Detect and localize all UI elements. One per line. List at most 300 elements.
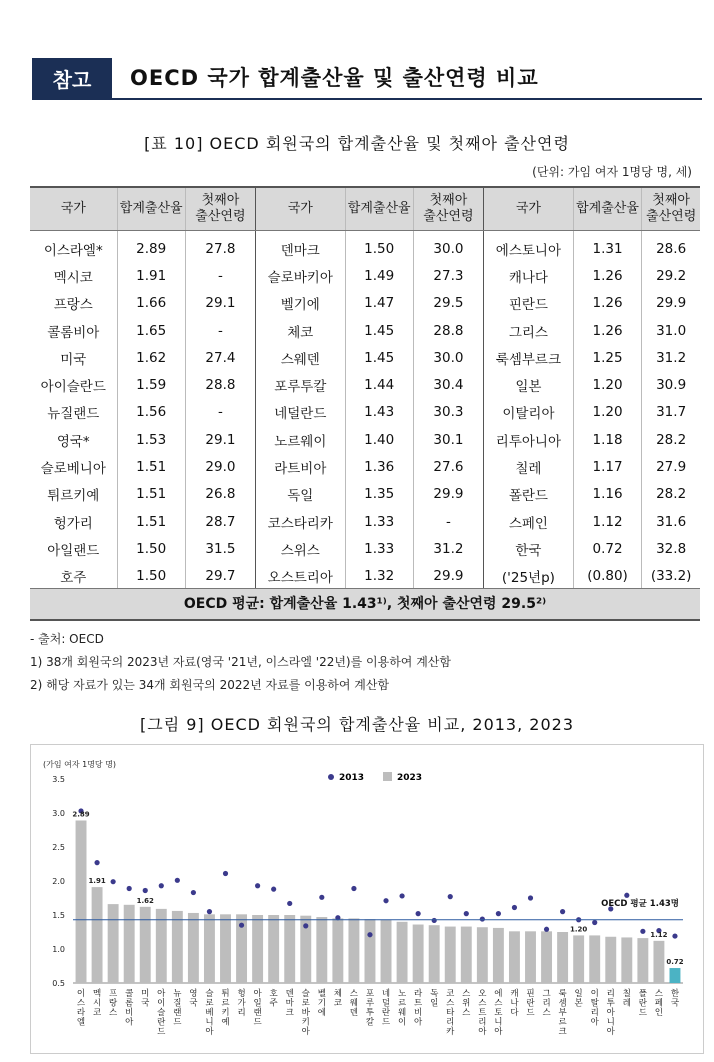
x-tick-label: 아 — [590, 1017, 599, 1028]
x-tick-label: 일 — [253, 998, 262, 1009]
table-row — [30, 399, 700, 426]
table-row — [30, 290, 700, 317]
x-tick-label: 시 — [92, 998, 102, 1009]
table-cell: 30.9 — [656, 377, 687, 394]
table-row — [30, 508, 700, 535]
column-header: 첫째아 출산연령 — [413, 187, 483, 231]
table-cell: 28.2 — [656, 431, 687, 448]
bar-2023 — [316, 917, 327, 983]
bar-2023 — [172, 911, 183, 983]
y-axis-label: (가임 여자 1명당 명) — [43, 760, 117, 769]
x-tick-label: 영 — [189, 989, 198, 999]
bar-2023 — [557, 932, 568, 983]
x-tick-label: 롬 — [125, 998, 134, 1009]
x-tick-label: 국 — [141, 998, 150, 1009]
data-label: 1.20 — [570, 925, 588, 934]
x-tick-label: 노 — [397, 989, 407, 999]
bar-2023 — [589, 935, 600, 983]
table-cell: - — [185, 262, 255, 289]
bar-2023 — [493, 928, 504, 983]
table-cell: 일본 — [484, 371, 574, 398]
table-cell: 1.33 — [345, 508, 413, 535]
x-tick-label: 나 — [510, 998, 519, 1009]
table-cell: 캐나다 — [484, 262, 574, 289]
legend-label-2013: 2013 — [339, 773, 365, 783]
table-cell: 29.5 — [413, 290, 483, 317]
column-header: 국가 — [30, 187, 117, 231]
bar-2023 — [332, 918, 343, 983]
y-tick-label: 3.5 — [52, 775, 65, 784]
table-row — [30, 231, 700, 263]
table-cell: 노르웨이 — [256, 426, 346, 453]
table-cell: - — [185, 399, 255, 426]
table-cell: 1.20 — [573, 399, 641, 426]
table-cell: 스웨덴 — [256, 344, 346, 371]
table-cell: 덴마크 — [256, 231, 346, 263]
table-cell: 프랑스 — [30, 290, 117, 317]
table-cell: 1.91 — [117, 262, 185, 289]
x-tick-label: 카 — [446, 1027, 455, 1037]
note-1: 1) 38개 회원국의 2023년 자료(영국 '21년, 이스라엘 '22년)를 이용하여 계산함 — [30, 655, 451, 669]
dot-2013 — [560, 909, 565, 914]
bar-2023 — [108, 904, 119, 983]
bar-2023 — [76, 820, 87, 983]
table-cell: 1.35 — [345, 481, 413, 508]
table-cell: 슬로베니아 — [30, 453, 117, 480]
x-tick-label: 스 — [462, 989, 471, 999]
dot-2013 — [223, 871, 228, 876]
dot-2013 — [672, 933, 677, 938]
table-cell: 1.18 — [573, 426, 641, 453]
dot-2013 — [416, 911, 421, 916]
table-cell: 1.26 — [573, 317, 641, 344]
table-cell: ('25년p) — [484, 563, 574, 590]
dot-2013 — [544, 927, 549, 932]
bar-2023 — [348, 918, 359, 983]
x-tick-label: 아 — [157, 989, 166, 999]
x-tick-label: 니 — [494, 1017, 503, 1028]
x-tick-label: 그 — [542, 989, 551, 999]
table-cell: 1.45 — [345, 317, 413, 344]
x-tick-label: 레 — [622, 998, 631, 1009]
table-cell: 뉴질랜드 — [30, 399, 117, 426]
table-cell: 1.44 — [345, 371, 413, 398]
dot-2013 — [448, 894, 453, 899]
x-tick-label: 크 — [285, 1008, 294, 1018]
x-tick-label: 탈 — [590, 998, 599, 1009]
x-tick-label: 스 — [494, 998, 503, 1009]
x-tick-label: 랑 — [109, 998, 118, 1009]
x-tick-label: 트 — [414, 998, 423, 1009]
x-tick-label: 칠 — [622, 989, 631, 999]
x-tick-label: 르 — [397, 998, 407, 1009]
table-cell: 이탈리아 — [484, 399, 574, 426]
x-tick-label: 아 — [494, 1027, 503, 1037]
bar-2023 — [477, 927, 488, 983]
x-tick-label: 주 — [269, 998, 278, 1009]
table-cell: 1.32 — [345, 563, 413, 590]
x-tick-label: 칼 — [365, 1017, 375, 1028]
y-tick-label: 1.0 — [52, 945, 65, 954]
table-cell: (33.2) — [650, 568, 692, 585]
x-tick-label: 스 — [462, 1008, 471, 1018]
x-tick-label: 랜 — [253, 1008, 262, 1018]
table-cell: 핀란드 — [484, 290, 574, 317]
x-tick-label: 아 — [125, 1017, 134, 1028]
table-cell: 호주 — [30, 563, 117, 590]
column-header: 국가 — [484, 187, 574, 231]
bar-2023 — [621, 937, 632, 983]
bar-2023 — [92, 887, 103, 983]
table-cell: 1.49 — [345, 262, 413, 289]
table-notes — [30, 628, 451, 697]
fertility-chart — [31, 745, 703, 1053]
dot-2013 — [367, 932, 372, 937]
x-tick-label: 페 — [654, 998, 664, 1009]
x-tick-label: 리 — [542, 998, 551, 1009]
data-label: 2.89 — [72, 810, 90, 819]
table-cell: 콜롬비아 — [30, 317, 117, 344]
x-tick-label: 일 — [430, 998, 439, 1009]
table-cell: 29.9 — [413, 481, 483, 508]
x-tick-label: 아 — [606, 1008, 615, 1018]
table-cell: 1.20 — [573, 371, 641, 398]
x-tick-label: 크 — [558, 1027, 567, 1037]
table-cell: 28.6 — [656, 240, 687, 257]
table-cell: 29.7 — [185, 563, 255, 590]
bar-2023 — [573, 935, 584, 983]
x-tick-label: 니 — [205, 1017, 214, 1028]
x-tick-label: 로 — [205, 998, 214, 1009]
x-tick-label: 덴 — [349, 1008, 359, 1018]
y-tick-label: 0.5 — [52, 979, 65, 988]
x-tick-label: 셈 — [558, 998, 567, 1009]
table-cell: 1.51 — [117, 481, 185, 508]
table-cell: 1.66 — [117, 290, 185, 317]
table-cell: 오스트리아 — [256, 563, 346, 590]
dot-2013 — [239, 923, 244, 928]
note-2: 2) 해당 자료가 있는 34개 회원국의 2022년 자료를 이용하여 계산함 — [30, 678, 390, 692]
x-tick-label: 뉴 — [173, 989, 182, 999]
table-cell: - — [185, 317, 255, 344]
bar-2023 — [509, 931, 520, 983]
dot-2013 — [640, 929, 645, 934]
table-cell: 1.59 — [117, 371, 185, 398]
legend-marker-2023 — [383, 772, 392, 781]
bar-2023 — [653, 941, 664, 983]
bar-2023 — [445, 927, 456, 983]
table-cell: 29.1 — [185, 426, 255, 453]
x-tick-label: 아 — [478, 1027, 487, 1037]
table-cell: 29.1 — [185, 290, 255, 317]
x-tick-label: 아 — [253, 989, 262, 999]
table-cell: 30.4 — [413, 371, 483, 398]
table-cell: 이스라엘* — [30, 231, 117, 263]
table-cell: 슬로바키아 — [256, 262, 346, 289]
x-tick-label: 드 — [157, 1027, 166, 1037]
x-tick-label: 콜 — [125, 989, 134, 999]
bar-2023 — [268, 915, 279, 983]
data-label: 0.72 — [666, 958, 684, 967]
x-tick-label: 투 — [365, 1008, 375, 1018]
table-cell: 네덜란드 — [256, 399, 346, 426]
table-row — [30, 426, 700, 453]
x-tick-label: 핀 — [526, 989, 535, 999]
table-row — [30, 481, 700, 508]
table-cell: 1.33 — [345, 535, 413, 562]
x-tick-label: 니 — [606, 1017, 615, 1028]
table-cell: 1.25 — [573, 344, 641, 371]
dot-2013 — [143, 888, 148, 893]
x-tick-label: 룩 — [558, 989, 567, 999]
dot-2013 — [159, 883, 164, 888]
table-cell: 31.2 — [413, 535, 483, 562]
bar-2023 — [637, 938, 648, 983]
y-tick-label: 2.0 — [52, 877, 65, 886]
table-cell: 에스토니아 — [484, 231, 574, 263]
data-label: 1.12 — [650, 930, 668, 939]
bar-2023 — [124, 905, 135, 983]
x-tick-label: 위 — [462, 998, 471, 1009]
x-tick-label: 에 — [317, 1008, 326, 1018]
dot-2013 — [271, 887, 276, 892]
table-cell: 1.26 — [573, 262, 641, 289]
x-tick-label: 에 — [494, 989, 503, 999]
data-label: 1.62 — [136, 896, 154, 905]
x-tick-label: 엘 — [76, 1017, 86, 1028]
x-tick-label: 덴 — [285, 989, 294, 999]
x-tick-label: 독 — [430, 989, 439, 999]
bar-2023 — [541, 931, 552, 983]
table-row — [30, 317, 700, 344]
y-tick-label: 3.0 — [52, 809, 65, 818]
table-cell: 31.2 — [656, 349, 687, 366]
x-tick-label: 비 — [125, 1008, 134, 1018]
x-tick-label: 국 — [670, 998, 680, 1009]
x-tick-label: 슬 — [301, 989, 310, 999]
dot-2013 — [351, 886, 356, 891]
table-cell: 1.31 — [573, 231, 641, 263]
table-cell: 29.9 — [656, 295, 687, 312]
table-cell: 31.7 — [656, 404, 687, 421]
x-tick-label: 라 — [76, 1008, 86, 1018]
table-cell: 한국 — [484, 535, 574, 562]
table-cell: 28.7 — [185, 508, 255, 535]
x-tick-label: 다 — [510, 1008, 519, 1018]
x-tick-label: 로 — [301, 998, 310, 1009]
dot-2013 — [191, 890, 196, 895]
x-tick-label: 드 — [173, 1017, 182, 1028]
column-header: 합계출산율 — [345, 187, 413, 231]
x-tick-label: 포 — [365, 989, 375, 999]
x-tick-label: 란 — [157, 1017, 166, 1028]
table-cell: 27.4 — [185, 344, 255, 371]
x-tick-label: 란 — [638, 998, 647, 1009]
dot-2013 — [624, 893, 629, 898]
column-header: 합계출산율 — [117, 187, 185, 231]
dot-2013 — [303, 923, 308, 928]
x-tick-label: 웨 — [349, 998, 359, 1009]
x-tick-label: 라 — [414, 989, 423, 999]
x-tick-label: 베 — [205, 1008, 214, 1018]
table-cell: 26.8 — [185, 481, 255, 508]
table-cell: 1.45 — [345, 344, 413, 371]
table-cell: 1.65 — [117, 317, 185, 344]
x-tick-label: 본 — [574, 998, 583, 1009]
table-cell: 27.9 — [656, 459, 687, 476]
x-tick-label: 기 — [317, 998, 326, 1009]
table-cell: 31.6 — [656, 513, 687, 530]
x-tick-label: 폴 — [638, 989, 647, 999]
table-row — [30, 563, 700, 590]
table-cell: 29.9 — [413, 563, 483, 590]
data-label: 1.91 — [88, 877, 106, 886]
x-tick-label: 가 — [237, 998, 246, 1009]
x-tick-label: 질 — [173, 998, 182, 1009]
column-header: 국가 — [256, 187, 346, 231]
dot-2013 — [94, 860, 99, 865]
table-unit: (단위: 가임 여자 1명당 명, 세) — [532, 165, 692, 179]
x-tick-label: 스 — [654, 989, 664, 999]
x-tick-label: 호 — [269, 989, 278, 999]
table-cell: 1.17 — [573, 453, 641, 480]
x-tick-label: 인 — [654, 1008, 664, 1018]
table-cell: 27.3 — [413, 262, 483, 289]
x-tick-label: 루 — [365, 998, 375, 1009]
table-row — [30, 535, 700, 562]
section-header — [32, 58, 700, 100]
bar-2023 — [284, 915, 295, 983]
table-row — [30, 453, 700, 480]
bar-2023 — [670, 968, 681, 983]
x-tick-label: 미 — [141, 989, 150, 999]
x-tick-label: 멕 — [92, 989, 102, 999]
table-cell: 32.8 — [656, 540, 687, 557]
bar-2023 — [204, 914, 215, 983]
x-tick-label: 르 — [558, 1017, 567, 1028]
x-tick-label: 랜 — [173, 1008, 182, 1018]
table-cell: 27.8 — [185, 231, 255, 263]
figure-caption: [그림 9] OECD 회원국의 합계출산율 비교, 2013, 2023 — [140, 715, 574, 734]
table-cell: 1.51 — [117, 453, 185, 480]
table-row — [30, 344, 700, 371]
dot-2013 — [512, 905, 517, 910]
table-cell: 독일 — [256, 481, 346, 508]
y-tick-label: 1.5 — [52, 911, 65, 920]
x-tick-label: 일 — [574, 989, 583, 999]
table-row — [30, 371, 700, 398]
table-cell: 0.72 — [573, 535, 641, 562]
dot-2013 — [175, 878, 180, 883]
table-cell: 1.26 — [573, 290, 641, 317]
table-cell: 1.53 — [117, 426, 185, 453]
x-tick-label: 이 — [397, 1017, 407, 1028]
table-cell: 1.62 — [117, 344, 185, 371]
x-tick-label: 아 — [414, 1017, 423, 1028]
x-tick-label: 란 — [381, 1008, 391, 1018]
fertility-table — [30, 186, 700, 590]
oecd-average-row: OECD 평균: 합계출산율 1.43¹⁾, 첫째아 출산연령 29.5²⁾ — [30, 588, 700, 621]
table-cell: 미국 — [30, 344, 117, 371]
table-cell: 29.2 — [656, 267, 687, 284]
table-cell: (0.80) — [573, 563, 641, 590]
table-cell: 31.0 — [656, 322, 687, 339]
x-tick-label: 트 — [478, 1008, 487, 1018]
dot-2013 — [432, 918, 437, 923]
x-tick-label: 드 — [381, 1017, 391, 1028]
table-cell: 30.3 — [413, 399, 483, 426]
bar-2023 — [429, 925, 440, 983]
chart-container — [30, 744, 704, 1054]
x-tick-label: 벨 — [317, 989, 326, 999]
dot-2013 — [319, 895, 324, 900]
dot-2013 — [383, 898, 388, 903]
dot-2013 — [127, 886, 132, 891]
dot-2013 — [255, 883, 260, 888]
x-tick-label: 키 — [221, 1008, 230, 1018]
bar-2023 — [381, 920, 392, 983]
table-cell: 포루투칼 — [256, 371, 346, 398]
table-cell: 리투아니아 — [484, 426, 574, 453]
x-tick-label: 스 — [76, 998, 86, 1009]
dot-2013 — [464, 911, 469, 916]
bar-2023 — [525, 931, 536, 983]
table-cell: 27.6 — [413, 453, 483, 480]
x-tick-label: 코 — [446, 989, 455, 999]
x-tick-label: 리 — [446, 1017, 455, 1028]
x-tick-label: 코 — [333, 998, 342, 1009]
column-header: 첫째아 출산연령 — [642, 187, 700, 231]
x-tick-label: 이 — [76, 989, 86, 999]
x-tick-label: 토 — [494, 1008, 503, 1018]
x-tick-label: 예 — [221, 1017, 230, 1028]
note-source: - 출처: OECD — [30, 632, 104, 646]
x-tick-label: 슬 — [205, 989, 214, 999]
table-cell: 라트비아 — [256, 453, 346, 480]
table-cell: 영국* — [30, 426, 117, 453]
table-cell: 1.43 — [345, 399, 413, 426]
x-tick-label: 아 — [301, 1027, 310, 1037]
table-cell: 28.2 — [656, 486, 687, 503]
table-cell: 31.5 — [185, 535, 255, 562]
dot-2013 — [111, 879, 116, 884]
x-tick-label: 드 — [526, 1008, 535, 1018]
x-tick-label: 한 — [670, 989, 680, 999]
table-caption: [표 10] OECD 회원국의 합계출산율 및 첫째아 출산연령 — [144, 134, 570, 153]
table-cell: 체코 — [256, 317, 346, 344]
x-tick-label: 체 — [333, 989, 342, 999]
table-cell: 1.40 — [345, 426, 413, 453]
bar-2023 — [252, 915, 263, 983]
x-tick-label: 부 — [558, 1008, 567, 1018]
header-rule — [32, 98, 702, 100]
x-tick-label: 마 — [285, 998, 294, 1009]
x-tick-label: 스 — [446, 998, 455, 1009]
bar-2023 — [605, 937, 616, 983]
table-cell: 1.16 — [573, 481, 641, 508]
x-tick-label: 프 — [109, 989, 118, 999]
dot-2013 — [207, 909, 212, 914]
table-cell: 1.50 — [345, 231, 413, 263]
x-tick-label: 웨 — [397, 1008, 407, 1018]
column-header: 합계출산율 — [573, 187, 641, 231]
bar-2023 — [461, 927, 472, 983]
table-cell: 룩셈부르크 — [484, 344, 574, 371]
x-tick-label: 덜 — [381, 998, 391, 1009]
dot-2013 — [592, 920, 597, 925]
x-tick-label: 드 — [638, 1008, 647, 1018]
x-tick-label: 국 — [189, 998, 198, 1009]
